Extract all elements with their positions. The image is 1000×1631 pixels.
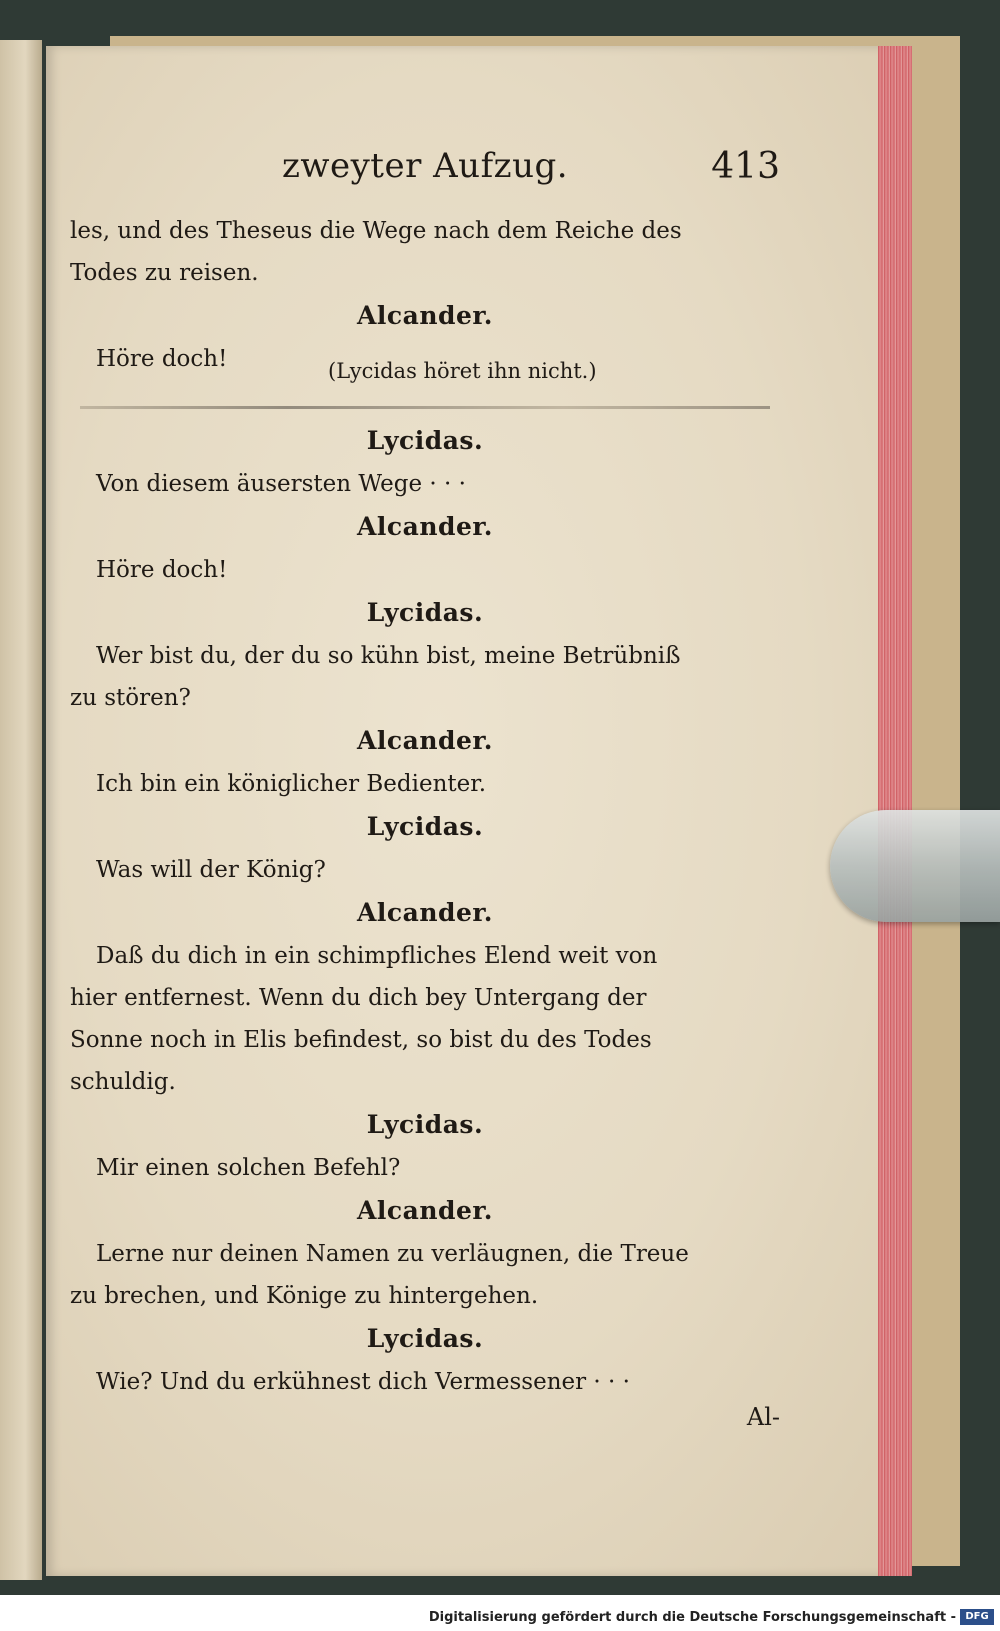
text-line: Todes zu reisen. <box>70 260 259 286</box>
text-line: Ich bin ein königlicher Bedienter. <box>96 771 487 797</box>
text-line: Wie? Und du erkühnest dich Vermessener · · · <box>96 1369 630 1395</box>
text-line: zu brechen, und Könige zu hintergehen. <box>70 1283 539 1309</box>
left-page-edge <box>0 40 42 1580</box>
text-line: Lerne nur deinen Namen zu verläugnen, die Treue <box>96 1241 689 1267</box>
speaker-name: Alcander. <box>357 1196 493 1225</box>
speaker-name: Lycidas. <box>366 1324 484 1353</box>
text-line: zu stören? <box>70 685 191 711</box>
page-number: 413 <box>711 146 780 187</box>
speaker-name: Lycidas. <box>366 598 484 627</box>
page-header <box>70 146 780 210</box>
running-title: zweyter Aufzug. <box>281 146 569 186</box>
text-line: Höre doch! <box>96 557 228 583</box>
text-line: Sonne noch in Elis befindest, so bist du des Todes <box>70 1027 652 1053</box>
text-line: Von diesem äusersten Wege · · · <box>96 471 466 497</box>
book-page <box>46 46 912 1576</box>
page-text <box>70 146 780 1433</box>
funding-credit: Digitalisierung gefördert durch die Deutsche Forschungsgemeinschaft - <box>428 1610 956 1625</box>
footer-bar <box>0 1595 1000 1631</box>
speaker-name: Alcander. <box>357 726 493 755</box>
speaker-name: Lycidas. <box>366 1110 484 1139</box>
speaker-name: Alcander. <box>357 898 493 927</box>
divider <box>80 406 770 409</box>
stage-direction: (Lycidas höret ihn nicht.) <box>328 359 597 383</box>
dfg-logo: DFG <box>960 1609 994 1625</box>
speaker-name: Lycidas. <box>366 426 484 455</box>
text-line: schuldig. <box>70 1069 176 1095</box>
text-line: Höre doch! <box>96 346 228 372</box>
speaker-name: Alcander. <box>357 512 493 541</box>
text-line: Wer bist du, der du so kühn bist, meine Betrübniß <box>96 643 681 669</box>
text-line: Mir einen solchen Befehl? <box>96 1155 401 1181</box>
text-line: Daß du dich in ein schimpfliches Elend weit von <box>96 943 658 969</box>
speaker-name: Lycidas. <box>366 812 484 841</box>
page-clip <box>830 810 1000 922</box>
text-line: hier entfernest. Wenn du dich bey Untergang der <box>70 985 647 1011</box>
text-line: les, und des Theseus die Wege nach dem Reiche des <box>70 218 682 244</box>
catchword: Al- <box>746 1403 780 1431</box>
text-line: Was will der König? <box>96 857 326 883</box>
speaker-name: Alcander. <box>357 301 493 330</box>
